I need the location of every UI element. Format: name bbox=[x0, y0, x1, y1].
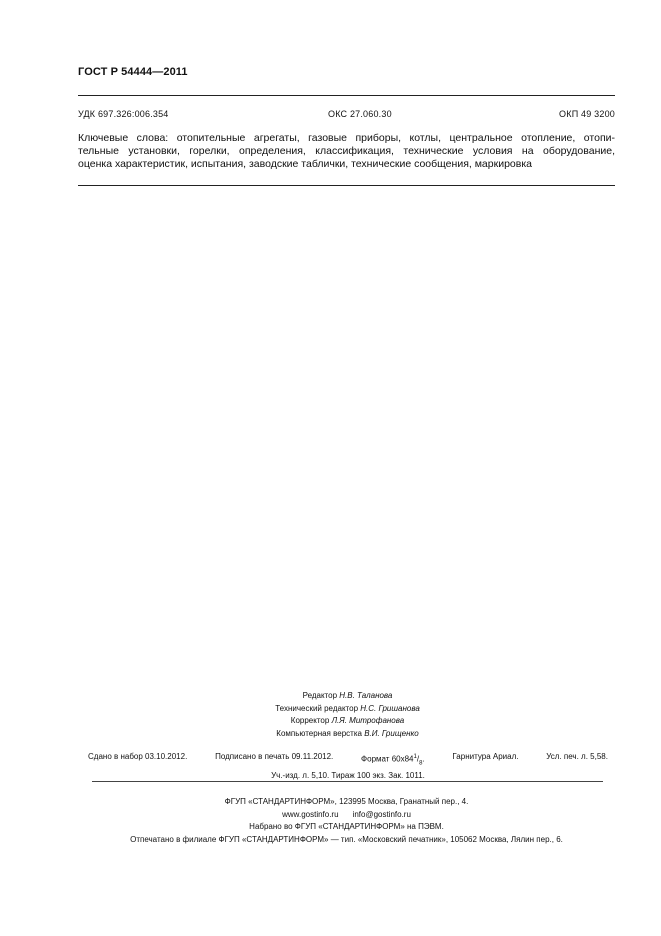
publisher-contacts bbox=[78, 809, 615, 822]
typeset-note: Набрано во ФГУП «СТАНДАРТИНФОРМ» на ПЭВМ. bbox=[249, 822, 444, 832]
top-divider bbox=[78, 95, 615, 96]
publisher-info bbox=[78, 796, 615, 847]
keywords-divider bbox=[78, 185, 615, 186]
credit-layout-name: В.И. Грищенко bbox=[364, 728, 419, 738]
signed-date: Подписано в печать 09.11.2012. bbox=[215, 752, 334, 761]
print-info bbox=[88, 751, 608, 782]
keywords-line-2: тельные установки, горелки, определения, классификация, технические условия на оборудование, bbox=[78, 145, 615, 157]
print-sheets: Усл. печ. л. 5,58. bbox=[546, 752, 608, 761]
standard-title: ГОСТ Р 54444—2011 bbox=[78, 66, 188, 78]
publisher-website: www.gostinfo.ru bbox=[282, 809, 339, 819]
oks-code: ОКС 27.060.30 bbox=[328, 109, 392, 119]
submitted-date: Сдано в набор 03.10.2012. bbox=[88, 752, 188, 761]
credit-corrector-name: Л.Я. Митрофанова bbox=[331, 716, 405, 725]
credit-editor-label: Редактор bbox=[302, 691, 338, 700]
credit-layout-label: Компьютерная верстка bbox=[276, 728, 362, 738]
credit-editor bbox=[130, 690, 565, 703]
typeface-info: Гарнитура Ариал. bbox=[452, 752, 519, 761]
keywords-line-3: оценка характеристик, испытания, заводские таблички, технические сообщения, маркировка bbox=[78, 158, 532, 170]
print-info-row-1 bbox=[88, 751, 608, 770]
publisher-divider bbox=[92, 781, 603, 782]
credit-layout bbox=[130, 728, 565, 741]
udk-code: УДК 697.326:006.354 bbox=[78, 109, 169, 119]
publisher-address: ФГУП «СТАНДАРТИНФОРМ», 123995 Москва, Гранатный пер., 4. bbox=[224, 797, 469, 806]
paper-format-sub: 8 bbox=[419, 760, 423, 767]
okp-code: ОКП 49 3200 bbox=[559, 109, 615, 119]
paper-format: Формат $60х84^1/_8$. bbox=[361, 754, 425, 767]
paper-format-suffix: . bbox=[422, 754, 425, 764]
credit-tech-editor-name: Н.С. Гришанова bbox=[360, 703, 420, 713]
keywords-line-1: Ключевые слова: отопительные агрегаты, газовые приборы, котлы, центральное отопление, отопи- bbox=[78, 132, 615, 144]
print-info-row-2: Уч.-изд. л. 5,10. Тираж 100 экз. Зак. 1011. bbox=[271, 770, 425, 780]
credit-tech-editor-label: Технический редактор bbox=[275, 703, 359, 713]
paper-format-base: Формат 60х84 bbox=[361, 754, 414, 764]
credit-tech-editor bbox=[130, 703, 565, 716]
credit-editor-name: Н.В. Таланова bbox=[339, 691, 393, 700]
editorial-credits bbox=[130, 690, 565, 740]
publisher-email: info@gostinfo.ru bbox=[352, 809, 411, 819]
paper-format-sup: 1 bbox=[413, 754, 417, 760]
keywords-paragraph bbox=[78, 132, 615, 171]
credit-corrector-label: Корректор bbox=[290, 716, 330, 725]
printed-note: Отпечатано в филиале ФГУП «СТАНДАРТИНФОРМ» — тип. «Московский печатник», 105062 Москва, Лялин пер., 6. bbox=[130, 835, 563, 845]
credit-corrector bbox=[130, 715, 565, 728]
